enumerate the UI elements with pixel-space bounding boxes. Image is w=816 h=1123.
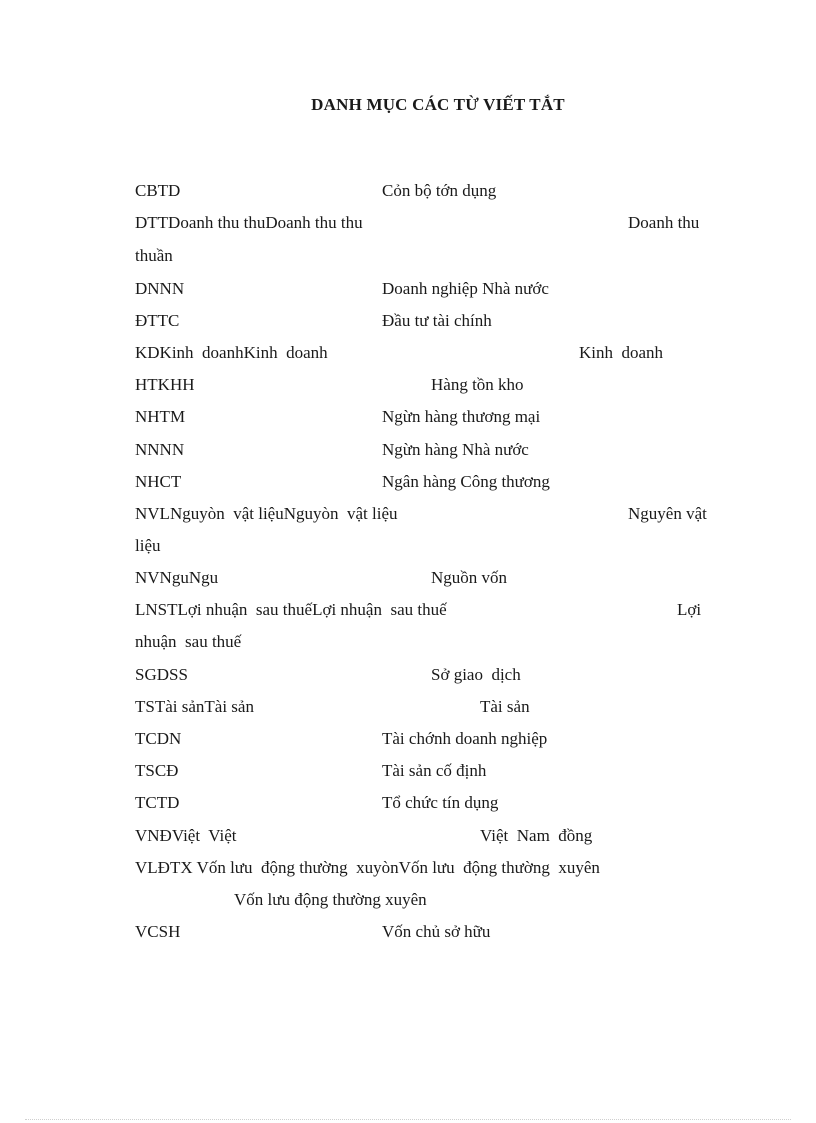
page-title: DANH MỤC CÁC TỪ VIẾT TẮT (311, 95, 565, 114)
entry-definition: Tài chớnh doanh nghiệp (382, 729, 548, 748)
entry-definition: Đầu tư tài chính (382, 311, 492, 330)
entry-abbreviation: TCDN (135, 729, 182, 748)
entry-abbreviation: ĐTTC (135, 311, 180, 330)
entry-abbreviation: DNNN (135, 279, 185, 298)
entry-abbreviation: TSCĐ (135, 761, 179, 780)
entry-abbreviation: LNSTLợi nhuận sau thuếLợi nhuận sau thuế (135, 600, 447, 619)
entry-definition-continued: thuần (135, 246, 173, 265)
entry-definition: Ngân hàng Công thương (382, 472, 550, 491)
entry-definition-continued: liệu (135, 536, 161, 555)
entry-definition: Lợi (677, 600, 702, 619)
entry-definition: Sở giao dịch (431, 665, 521, 684)
entry-abbreviation: TSTài sảnTài sản (135, 697, 254, 716)
entry-abbreviation: CBTD (135, 181, 181, 200)
entry-definition: Ngừn hàng Nhà nước (382, 440, 529, 459)
page-bottom-divider (25, 1119, 791, 1120)
entry-abbreviation: TCTD (135, 793, 180, 812)
entry-definition-continued: nhuận sau thuế (135, 632, 242, 651)
entry-definition: Nguyên vật (628, 504, 707, 523)
entry-definition: Vốn chủ sở hữu (382, 922, 491, 941)
entry-definition: Nguồn vốn (431, 568, 508, 587)
entry-definition: Kinh doanh (579, 343, 664, 362)
entry-definition: Ngừn hàng thương mại (382, 407, 541, 426)
entry-definition: Tổ chức tín dụng (382, 793, 499, 812)
entry-abbreviation: NHCT (135, 472, 182, 491)
entry-definition: Việt Nam đồng (480, 826, 593, 845)
entry-definition: Cỏn bộ tớn dụng (382, 181, 497, 200)
entry-abbreviation: NNNN (135, 440, 185, 459)
entry-definition: Tài sản cố định (382, 761, 487, 780)
entry-abbreviation: VNĐViệt Việt (135, 826, 237, 845)
entry-abbreviation: VCSH (135, 922, 181, 941)
entry-abbreviation: KDKinh doanhKinh doanh (135, 343, 328, 362)
entry-abbreviation: NVLNguyòn vật liệuNguyòn vật liệu (135, 504, 398, 523)
entry-abbreviation: NHTM (135, 407, 186, 426)
entry-abbreviation: DTTDoanh thu thuDoanh thu thu (135, 213, 363, 232)
entry-abbreviation: HTKHH (135, 375, 195, 394)
entry-abbreviation: SGDSS (135, 665, 188, 684)
entry-definition: Tài sản (480, 697, 530, 716)
entry-definition: Doanh thu (628, 213, 700, 232)
entry-definition: Doanh nghiệp Nhà nước (382, 279, 549, 298)
entry-definition: Vốn lưu động thường xuyên (234, 890, 427, 909)
entry-abbreviation: VLĐTX Vốn lưu động thường xuyònVốn lưu động thường xuyên (135, 858, 600, 877)
entry-definition: Hàng tồn kho (431, 375, 524, 394)
entry-abbreviation: NVNguNgu (135, 568, 219, 587)
